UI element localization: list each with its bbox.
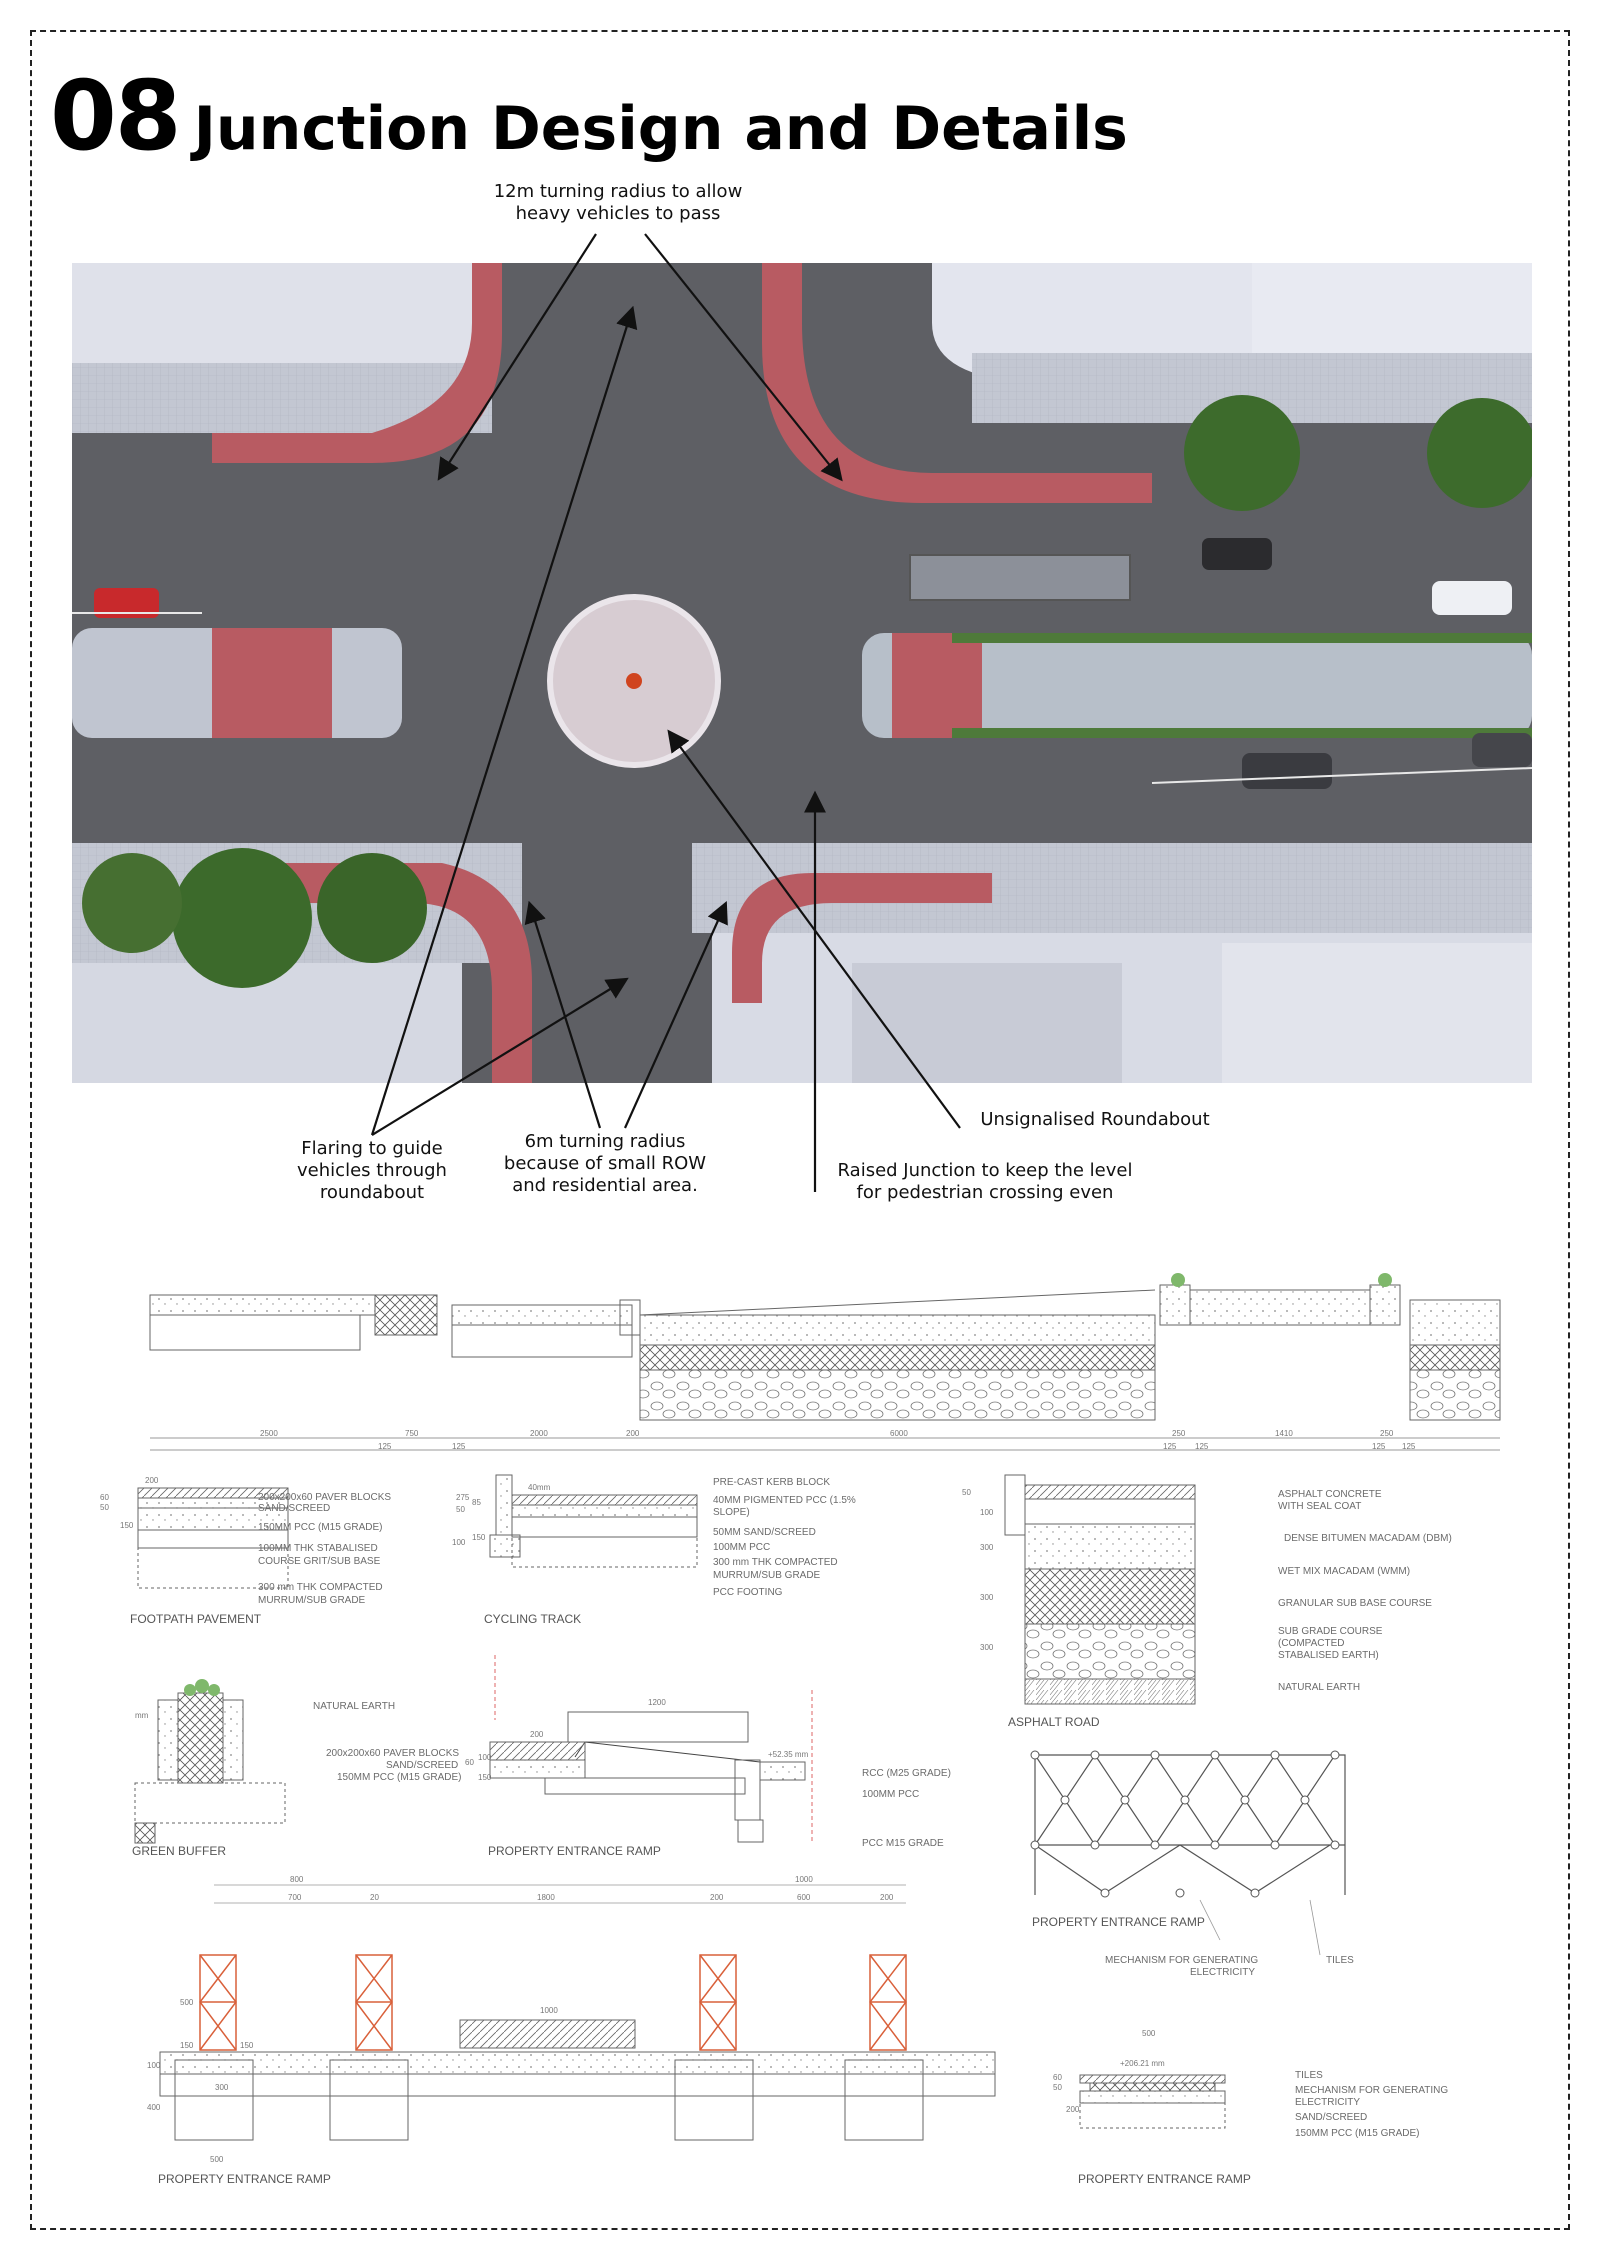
dim-label: +206.21 mm	[1120, 2059, 1165, 2068]
material-label: ELECTRICITY	[1190, 1967, 1256, 1978]
callout-line: 6m turning radius	[524, 1131, 686, 1152]
dim-label: 1800	[537, 1893, 555, 1902]
dim-label: 1200	[648, 1698, 666, 1707]
material-label: 150MM PCC (M15 GRADE)	[1295, 2128, 1420, 2139]
ramp-mid-detail	[490, 1655, 812, 1842]
green-buffer-detail	[135, 1693, 285, 1843]
dim-label: 50	[1053, 2083, 1062, 2092]
dim-label: 40mm	[528, 1483, 551, 1492]
dim-label: 200	[530, 1730, 544, 1739]
dim-label: 150	[472, 1533, 486, 1542]
dim-label: 200	[626, 1429, 640, 1438]
detail-title: ASPHALT ROAD	[1008, 1715, 1100, 1729]
material-label: 150MM PCC (M15 GRADE)	[258, 1522, 383, 1533]
dim-label: 200	[145, 1476, 159, 1485]
material-label: TILES	[1326, 1955, 1354, 1966]
material-label: SUB GRADE COURSE	[1278, 1626, 1383, 1637]
callout-line: heavy vehicles to pass	[515, 203, 721, 224]
callout-line: Flaring to guide	[301, 1138, 443, 1159]
dim-label: 500	[180, 1998, 194, 2007]
material-label: COURSE GRIT/SUB BASE	[258, 1556, 381, 1567]
dim-label: 100	[478, 1753, 492, 1762]
material-label: PCC FOOTING	[713, 1587, 783, 1598]
callout-line: Raised Junction to keep the level	[837, 1160, 1133, 1181]
dim-label: 500	[210, 2155, 224, 2164]
dim-label: 150	[478, 1773, 492, 1782]
dim-label: 250	[1380, 1429, 1394, 1438]
material-label: SAND/SCREED	[386, 1760, 459, 1771]
dim-label: 150	[240, 2041, 254, 2050]
dim-label: 6000	[890, 1429, 908, 1438]
dim-label: 600	[797, 1893, 811, 1902]
material-label: 100MM PCC	[713, 1542, 771, 1553]
callout-line: Unsignalised Roundabout	[980, 1109, 1210, 1130]
detail-title: PROPERTY ENTRANCE RAMP	[1078, 2172, 1251, 2186]
dim-label: 300	[980, 1593, 994, 1602]
material-label: PCC M15 GRADE	[862, 1838, 944, 1849]
dim-label: 100	[147, 2061, 161, 2070]
material-label: DENSE BITUMEN MACADAM (DBM)	[1284, 1533, 1452, 1544]
material-label: WITH SEAL COAT	[1278, 1501, 1362, 1512]
section-title: Junction Design and Details	[193, 94, 1128, 164]
detail-title: GREEN BUFFER	[132, 1844, 227, 1858]
ramp-tiles-nodes	[1031, 1751, 1339, 1897]
detail-title: CYCLING TRACK	[484, 1612, 582, 1626]
dim-label: 125	[452, 1442, 466, 1451]
material-label: 100MM PCC	[862, 1789, 920, 1800]
material-label: (COMPACTED	[1278, 1638, 1345, 1649]
dim-label: 200	[880, 1893, 894, 1902]
cycling-detail	[490, 1475, 697, 1567]
dim-label: 200	[710, 1893, 724, 1902]
dim-label: 2500	[260, 1429, 278, 1438]
dim-label: 500	[1142, 2029, 1156, 2038]
dim-label: +52.35 mm	[768, 1750, 809, 1759]
dim-label: 275	[456, 1493, 470, 1502]
ramp-bottom-right-section	[1080, 2075, 1225, 2128]
material-label: 100MM THK STABALISED	[258, 1543, 378, 1554]
dim-label: 60	[100, 1493, 109, 1502]
dim-label: 100	[980, 1508, 994, 1517]
dim-label: 1000	[795, 1875, 813, 1884]
material-label: SAND/SCREED	[258, 1503, 331, 1514]
material-label: ASPHALT CONCRETE	[1278, 1489, 1382, 1500]
dim-label: 50	[100, 1503, 109, 1512]
material-label: 150MM PCC (M15 GRADE)	[337, 1772, 462, 1783]
material-label: NATURAL EARTH	[313, 1701, 396, 1712]
material-label: ELECTRICITY	[1295, 2097, 1361, 2108]
material-label: TILES	[1295, 2070, 1323, 2081]
dim-label: 750	[405, 1429, 419, 1438]
material-label: 200x200x60 PAVER BLOCKS	[326, 1748, 460, 1759]
dim-label: 300	[980, 1543, 994, 1552]
detail-title: FOOTPATH PAVEMENT	[130, 1612, 262, 1626]
detail-title: PROPERTY ENTRANCE RAMP	[1032, 1915, 1205, 1929]
material-label: 300 mm THK COMPACTED	[258, 1582, 383, 1593]
ramp-tiles-plan	[1035, 1755, 1345, 1895]
dim-label: 150	[180, 2041, 194, 2050]
callout-line: and residential area.	[512, 1175, 698, 1196]
section-green	[1171, 1273, 1392, 1287]
material-label: 200x200x60 PAVER BLOCKS	[258, 1492, 392, 1503]
dim-label: 300	[980, 1643, 994, 1652]
dim-label: 50	[456, 1505, 465, 1514]
material-label: STABALISED EARTH)	[1278, 1650, 1379, 1661]
dim-label: 125	[1163, 1442, 1177, 1451]
dim-label: 250	[1172, 1429, 1186, 1438]
callout-line: vehicles through	[297, 1160, 447, 1181]
material-label: 300 mm THK COMPACTED	[713, 1557, 838, 1568]
material-label: MURRUM/SUB GRADE	[713, 1570, 821, 1581]
callout-line: because of small ROW	[503, 1153, 707, 1174]
section-dimensions	[260, 1429, 1416, 1451]
material-label: NATURAL EARTH	[1278, 1682, 1361, 1693]
material-label: PRE-CAST KERB BLOCK	[713, 1477, 831, 1488]
dim-label: 800	[290, 1875, 304, 1884]
callout-line: roundabout	[319, 1182, 425, 1203]
material-label: 40MM PIGMENTED PCC (1.5%	[713, 1495, 856, 1506]
dim-label: 50	[962, 1488, 971, 1497]
section-number: 08	[50, 60, 180, 172]
material-label: MURRUM/SUB GRADE	[258, 1595, 366, 1606]
material-label: 50MM SAND/SCREED	[713, 1527, 816, 1538]
dim-label: 125	[378, 1442, 392, 1451]
dim-label: 20	[370, 1893, 379, 1902]
material-label: SLOPE)	[713, 1507, 750, 1518]
dim-label: 200	[1066, 2105, 1080, 2114]
dim-label: 1000	[540, 2006, 558, 2015]
dim-label: 125	[1402, 1442, 1416, 1451]
callout-line: 12m turning radius to allow	[493, 181, 743, 202]
road-cross-section	[150, 1285, 1500, 1450]
dim-label: 150	[120, 1521, 134, 1530]
dim-label: mm	[135, 1711, 149, 1720]
detail-title: PROPERTY ENTRANCE RAMP	[158, 2172, 331, 2186]
material-label: RCC (M25 GRADE)	[862, 1768, 951, 1779]
dim-label: 2000	[530, 1429, 548, 1438]
dim-label: 125	[1195, 1442, 1209, 1451]
dim-label: 400	[147, 2103, 161, 2112]
dim-label: 85	[472, 1498, 481, 1507]
detail-title: PROPERTY ENTRANCE RAMP	[488, 1844, 661, 1858]
dim-label: 60	[465, 1758, 474, 1767]
dim-label: 125	[1372, 1442, 1386, 1451]
material-label: MECHANISM FOR GENERATING	[1295, 2085, 1449, 2096]
dim-label: 60	[1053, 2073, 1062, 2082]
dim-label: 700	[288, 1893, 302, 1902]
material-label: GRANULAR SUB BASE COURSE	[1278, 1598, 1432, 1609]
dim-label: 1410	[1275, 1429, 1293, 1438]
material-label: SAND/SCREED	[1295, 2112, 1368, 2123]
dim-label: 300	[215, 2083, 229, 2092]
asphalt-detail	[1005, 1475, 1195, 1704]
material-label: MECHANISM FOR GENERATING	[1105, 1955, 1259, 1966]
dim-label: 100	[452, 1538, 466, 1547]
material-label: WET MIX MACADAM (WMM)	[1278, 1566, 1411, 1577]
callout-line: for pedestrian crossing even	[856, 1182, 1114, 1203]
